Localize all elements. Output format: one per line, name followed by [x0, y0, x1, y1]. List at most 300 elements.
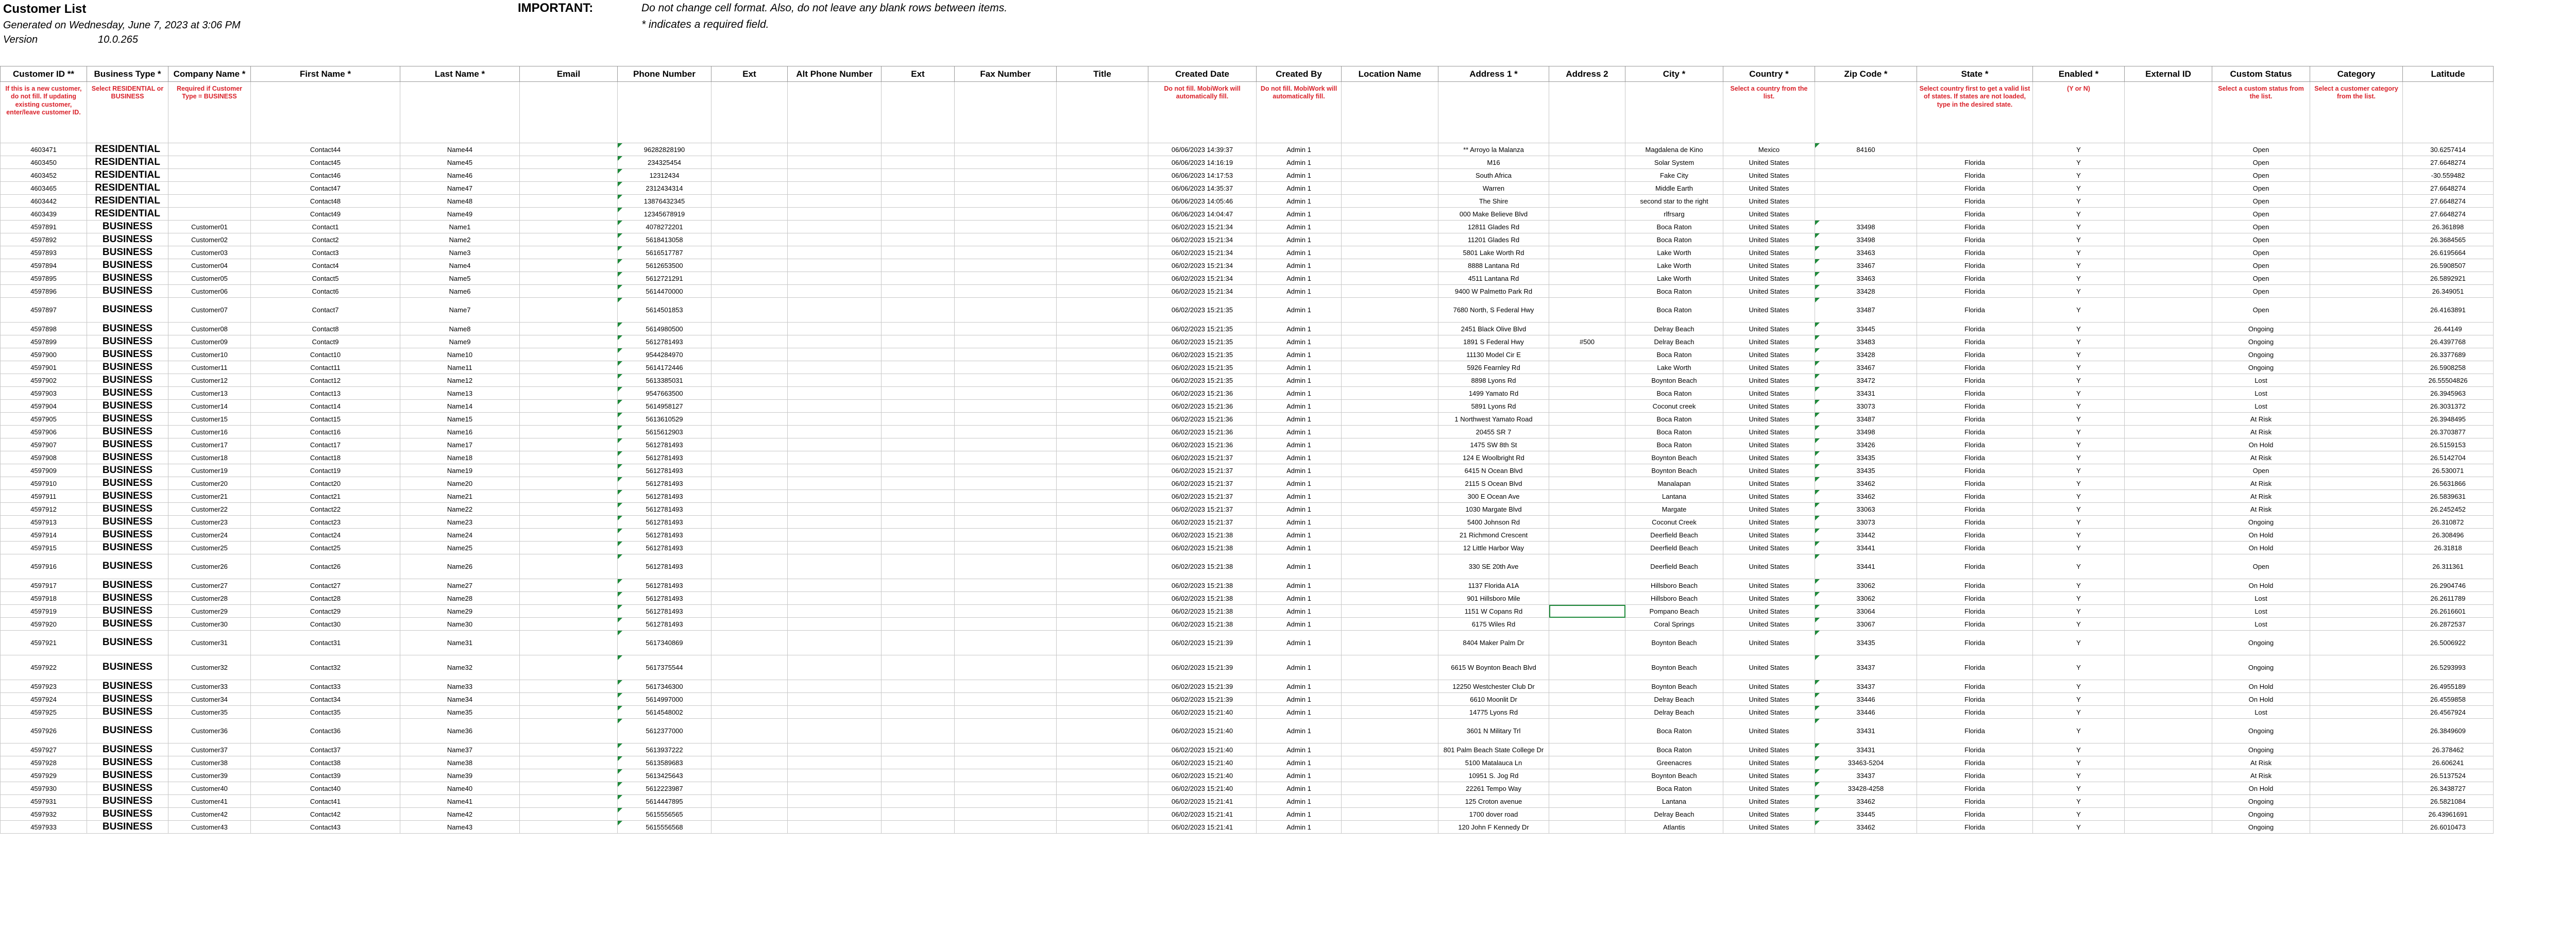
- cell-email[interactable]: [520, 618, 618, 631]
- cell-created-by[interactable]: Admin 1: [1257, 655, 1342, 680]
- cell-company-name[interactable]: Customer02: [168, 233, 251, 246]
- cell-external-id[interactable]: [2125, 438, 2212, 451]
- cell-created-by[interactable]: Admin 1: [1257, 387, 1342, 400]
- cell-title[interactable]: [1057, 782, 1148, 795]
- cell-category[interactable]: [2310, 438, 2403, 451]
- cell-created-date[interactable]: 06/02/2023 15:21:34: [1148, 233, 1257, 246]
- cell-fax-number[interactable]: [955, 554, 1057, 579]
- cell-first-name[interactable]: Contact15: [251, 413, 400, 426]
- cell-customer-id[interactable]: 4597907: [1, 438, 87, 451]
- cell-business-type[interactable]: BUSINESS: [87, 490, 168, 503]
- cell-email[interactable]: [520, 821, 618, 834]
- cell-latitude[interactable]: 26.5908258: [2403, 361, 2494, 374]
- cell-city[interactable]: Delray Beach: [1625, 706, 1723, 719]
- cell-country[interactable]: United States: [1723, 233, 1815, 246]
- cell-address-2[interactable]: [1549, 503, 1625, 516]
- cell-title[interactable]: [1057, 426, 1148, 438]
- cell-last-name[interactable]: Name25: [400, 542, 520, 554]
- cell-ext[interactable]: [711, 156, 788, 169]
- cell-first-name[interactable]: Contact41: [251, 795, 400, 808]
- cell-business-type[interactable]: BUSINESS: [87, 233, 168, 246]
- cell-latitude[interactable]: 26.5839631: [2403, 490, 2494, 503]
- cell-enabled[interactable]: Y: [2033, 503, 2125, 516]
- cell-last-name[interactable]: Name28: [400, 592, 520, 605]
- cell-alt-phone-number[interactable]: [788, 579, 882, 592]
- cell-state[interactable]: Florida: [1917, 335, 2033, 348]
- cell-email[interactable]: [520, 285, 618, 298]
- cell-latitude[interactable]: 26.2616601: [2403, 605, 2494, 618]
- cell-email[interactable]: [520, 605, 618, 618]
- cell-phone-number[interactable]: 5614548002: [618, 706, 711, 719]
- cell-enabled[interactable]: Y: [2033, 169, 2125, 182]
- cell-country[interactable]: United States: [1723, 298, 1815, 323]
- cell-address-2[interactable]: [1549, 438, 1625, 451]
- cell-external-id[interactable]: [2125, 182, 2212, 195]
- cell-enabled[interactable]: Y: [2033, 143, 2125, 156]
- cell-fax-number[interactable]: [955, 769, 1057, 782]
- cell-alt-phone-number[interactable]: [788, 285, 882, 298]
- cell-custom-status[interactable]: Lost: [2212, 387, 2310, 400]
- cell-fax-number[interactable]: [955, 259, 1057, 272]
- cell-category[interactable]: [2310, 756, 2403, 769]
- cell-created-date[interactable]: 06/02/2023 15:21:40: [1148, 756, 1257, 769]
- cell-latitude[interactable]: 26.3684565: [2403, 233, 2494, 246]
- cell-phone-number[interactable]: 5612781493: [618, 516, 711, 529]
- cell-state[interactable]: Florida: [1917, 426, 2033, 438]
- cell-city[interactable]: Middle Earth: [1625, 182, 1723, 195]
- cell-city[interactable]: Lake Worth: [1625, 361, 1723, 374]
- cell-state[interactable]: Florida: [1917, 272, 2033, 285]
- cell-email[interactable]: [520, 221, 618, 233]
- cell-company-name[interactable]: Customer30: [168, 618, 251, 631]
- cell-ext[interactable]: [711, 374, 788, 387]
- cell-email[interactable]: [520, 323, 618, 335]
- cell-custom-status[interactable]: On Hold: [2212, 529, 2310, 542]
- cell-location-name[interactable]: [1342, 542, 1438, 554]
- cell-alt-phone-number[interactable]: [788, 298, 882, 323]
- cell-location-name[interactable]: [1342, 693, 1438, 706]
- cell-custom-status[interactable]: Ongoing: [2212, 516, 2310, 529]
- column-header-customer-id[interactable]: Customer ID **: [1, 66, 87, 82]
- cell-phone-number[interactable]: 5612781493: [618, 464, 711, 477]
- cell-created-date[interactable]: 06/06/2023 14:05:46: [1148, 195, 1257, 208]
- cell-city[interactable]: second star to the right: [1625, 195, 1723, 208]
- cell-custom-status[interactable]: At Risk: [2212, 451, 2310, 464]
- cell-custom-status[interactable]: Open: [2212, 246, 2310, 259]
- cell-state[interactable]: Florida: [1917, 808, 2033, 821]
- cell-country[interactable]: United States: [1723, 221, 1815, 233]
- cell-alt-ext[interactable]: [882, 655, 955, 680]
- cell-last-name[interactable]: Name13: [400, 387, 520, 400]
- cell-zip-code[interactable]: 33446: [1815, 706, 1917, 719]
- cell-country[interactable]: United States: [1723, 782, 1815, 795]
- cell-location-name[interactable]: [1342, 769, 1438, 782]
- cell-alt-ext[interactable]: [882, 477, 955, 490]
- cell-last-name[interactable]: Name26: [400, 554, 520, 579]
- cell-address-2[interactable]: [1549, 477, 1625, 490]
- cell-alt-phone-number[interactable]: [788, 451, 882, 464]
- cell-alt-phone-number[interactable]: [788, 323, 882, 335]
- cell-zip-code[interactable]: 33062: [1815, 592, 1917, 605]
- cell-alt-phone-number[interactable]: [788, 272, 882, 285]
- cell-address-2[interactable]: [1549, 182, 1625, 195]
- cell-location-name[interactable]: [1342, 374, 1438, 387]
- cell-title[interactable]: [1057, 719, 1148, 743]
- cell-city[interactable]: Coral Springs: [1625, 618, 1723, 631]
- cell-state[interactable]: Florida: [1917, 592, 2033, 605]
- cell-customer-id[interactable]: 4597892: [1, 233, 87, 246]
- cell-alt-phone-number[interactable]: [788, 477, 882, 490]
- cell-last-name[interactable]: Name12: [400, 374, 520, 387]
- cell-category[interactable]: [2310, 821, 2403, 834]
- cell-title[interactable]: [1057, 169, 1148, 182]
- cell-location-name[interactable]: [1342, 348, 1438, 361]
- cell-title[interactable]: [1057, 259, 1148, 272]
- cell-location-name[interactable]: [1342, 782, 1438, 795]
- cell-address-1[interactable]: 801 Palm Beach State College Dr: [1438, 743, 1549, 756]
- cell-first-name[interactable]: Contact34: [251, 693, 400, 706]
- cell-location-name[interactable]: [1342, 618, 1438, 631]
- cell-ext[interactable]: [711, 272, 788, 285]
- cell-zip-code[interactable]: 33463: [1815, 272, 1917, 285]
- cell-first-name[interactable]: Contact2: [251, 233, 400, 246]
- cell-external-id[interactable]: [2125, 719, 2212, 743]
- cell-email[interactable]: [520, 143, 618, 156]
- cell-business-type[interactable]: BUSINESS: [87, 782, 168, 795]
- cell-city[interactable]: Lake Worth: [1625, 246, 1723, 259]
- cell-custom-status[interactable]: Open: [2212, 169, 2310, 182]
- cell-business-type[interactable]: BUSINESS: [87, 335, 168, 348]
- cell-customer-id[interactable]: 4597900: [1, 348, 87, 361]
- cell-enabled[interactable]: Y: [2033, 233, 2125, 246]
- cell-address-1[interactable]: Warren: [1438, 182, 1549, 195]
- cell-business-type[interactable]: BUSINESS: [87, 554, 168, 579]
- cell-country[interactable]: United States: [1723, 719, 1815, 743]
- cell-country[interactable]: United States: [1723, 743, 1815, 756]
- cell-address-1[interactable]: 901 Hillsboro Mile: [1438, 592, 1549, 605]
- column-header-email[interactable]: Email: [520, 66, 618, 82]
- cell-phone-number[interactable]: 5612781493: [618, 438, 711, 451]
- cell-ext[interactable]: [711, 516, 788, 529]
- cell-address-2[interactable]: [1549, 464, 1625, 477]
- cell-fax-number[interactable]: [955, 719, 1057, 743]
- cell-company-name[interactable]: Customer42: [168, 808, 251, 821]
- cell-company-name[interactable]: Customer07: [168, 298, 251, 323]
- cell-zip-code[interactable]: [1815, 208, 1917, 221]
- cell-last-name[interactable]: Name15: [400, 413, 520, 426]
- cell-city[interactable]: Atlantis: [1625, 821, 1723, 834]
- cell-first-name[interactable]: Contact37: [251, 743, 400, 756]
- cell-enabled[interactable]: Y: [2033, 680, 2125, 693]
- cell-company-name[interactable]: Customer26: [168, 554, 251, 579]
- cell-enabled[interactable]: Y: [2033, 542, 2125, 554]
- cell-state[interactable]: Florida: [1917, 795, 2033, 808]
- cell-created-by[interactable]: Admin 1: [1257, 592, 1342, 605]
- cell-country[interactable]: United States: [1723, 693, 1815, 706]
- cell-latitude[interactable]: 26.3377689: [2403, 348, 2494, 361]
- cell-company-name[interactable]: Customer35: [168, 706, 251, 719]
- cell-external-id[interactable]: [2125, 464, 2212, 477]
- cell-alt-phone-number[interactable]: [788, 169, 882, 182]
- cell-enabled[interactable]: Y: [2033, 490, 2125, 503]
- cell-category[interactable]: [2310, 285, 2403, 298]
- cell-external-id[interactable]: [2125, 782, 2212, 795]
- cell-last-name[interactable]: Name7: [400, 298, 520, 323]
- cell-fax-number[interactable]: [955, 298, 1057, 323]
- cell-custom-status[interactable]: Open: [2212, 272, 2310, 285]
- cell-zip-code[interactable]: [1815, 195, 1917, 208]
- cell-zip-code[interactable]: 33498: [1815, 221, 1917, 233]
- cell-alt-ext[interactable]: [882, 182, 955, 195]
- cell-ext[interactable]: [711, 413, 788, 426]
- cell-address-2[interactable]: [1549, 143, 1625, 156]
- cell-custom-status[interactable]: Lost: [2212, 374, 2310, 387]
- cell-customer-id[interactable]: 4597894: [1, 259, 87, 272]
- cell-external-id[interactable]: [2125, 808, 2212, 821]
- cell-alt-phone-number[interactable]: [788, 605, 882, 618]
- cell-state[interactable]: Florida: [1917, 529, 2033, 542]
- cell-fax-number[interactable]: [955, 438, 1057, 451]
- cell-alt-ext[interactable]: [882, 680, 955, 693]
- cell-external-id[interactable]: [2125, 156, 2212, 169]
- cell-state[interactable]: Florida: [1917, 374, 2033, 387]
- cell-last-name[interactable]: Name24: [400, 529, 520, 542]
- cell-phone-number[interactable]: 5612781493: [618, 477, 711, 490]
- cell-state[interactable]: Florida: [1917, 451, 2033, 464]
- cell-business-type[interactable]: BUSINESS: [87, 259, 168, 272]
- cell-city[interactable]: Delray Beach: [1625, 335, 1723, 348]
- cell-customer-id[interactable]: 4597914: [1, 529, 87, 542]
- cell-alt-ext[interactable]: [882, 782, 955, 795]
- cell-alt-ext[interactable]: [882, 821, 955, 834]
- cell-zip-code[interactable]: 33462: [1815, 477, 1917, 490]
- cell-email[interactable]: [520, 195, 618, 208]
- cell-external-id[interactable]: [2125, 208, 2212, 221]
- cell-phone-number[interactable]: 5614501853: [618, 298, 711, 323]
- column-header-last-name[interactable]: Last Name *: [400, 66, 520, 82]
- cell-location-name[interactable]: [1342, 503, 1438, 516]
- cell-phone-number[interactable]: 5612781493: [618, 335, 711, 348]
- cell-fax-number[interactable]: [955, 233, 1057, 246]
- cell-ext[interactable]: [711, 323, 788, 335]
- cell-created-by[interactable]: Admin 1: [1257, 400, 1342, 413]
- cell-business-type[interactable]: BUSINESS: [87, 719, 168, 743]
- cell-state[interactable]: [1917, 143, 2033, 156]
- cell-country[interactable]: United States: [1723, 323, 1815, 335]
- cell-customer-id[interactable]: 4597928: [1, 756, 87, 769]
- cell-latitude[interactable]: 26.349051: [2403, 285, 2494, 298]
- cell-state[interactable]: Florida: [1917, 464, 2033, 477]
- cell-external-id[interactable]: [2125, 323, 2212, 335]
- cell-zip-code[interactable]: 33463: [1815, 246, 1917, 259]
- cell-state[interactable]: Florida: [1917, 195, 2033, 208]
- cell-created-by[interactable]: Admin 1: [1257, 782, 1342, 795]
- cell-enabled[interactable]: Y: [2033, 821, 2125, 834]
- cell-phone-number[interactable]: 5617375544: [618, 655, 711, 680]
- cell-fax-number[interactable]: [955, 529, 1057, 542]
- cell-title[interactable]: [1057, 516, 1148, 529]
- cell-alt-phone-number[interactable]: [788, 821, 882, 834]
- cell-first-name[interactable]: Contact35: [251, 706, 400, 719]
- cell-fax-number[interactable]: [955, 631, 1057, 655]
- cell-ext[interactable]: [711, 361, 788, 374]
- cell-country[interactable]: United States: [1723, 426, 1815, 438]
- cell-email[interactable]: [520, 298, 618, 323]
- cell-title[interactable]: [1057, 821, 1148, 834]
- cell-latitude[interactable]: 26.3438727: [2403, 782, 2494, 795]
- cell-company-name[interactable]: Customer25: [168, 542, 251, 554]
- cell-location-name[interactable]: [1342, 143, 1438, 156]
- cell-ext[interactable]: [711, 259, 788, 272]
- cell-city[interactable]: Boynton Beach: [1625, 769, 1723, 782]
- cell-title[interactable]: [1057, 631, 1148, 655]
- cell-enabled[interactable]: Y: [2033, 477, 2125, 490]
- cell-phone-number[interactable]: 9544284970: [618, 348, 711, 361]
- cell-email[interactable]: [520, 156, 618, 169]
- cell-location-name[interactable]: [1342, 335, 1438, 348]
- cell-country[interactable]: United States: [1723, 618, 1815, 631]
- cell-address-2[interactable]: [1549, 323, 1625, 335]
- cell-state[interactable]: Florida: [1917, 298, 2033, 323]
- cell-customer-id[interactable]: 4597919: [1, 605, 87, 618]
- cell-custom-status[interactable]: Lost: [2212, 618, 2310, 631]
- cell-enabled[interactable]: Y: [2033, 529, 2125, 542]
- cell-category[interactable]: [2310, 259, 2403, 272]
- cell-zip-code[interactable]: 33487: [1815, 298, 1917, 323]
- cell-alt-phone-number[interactable]: [788, 795, 882, 808]
- cell-location-name[interactable]: [1342, 592, 1438, 605]
- cell-city[interactable]: Greenacres: [1625, 756, 1723, 769]
- cell-category[interactable]: [2310, 579, 2403, 592]
- cell-alt-ext[interactable]: [882, 693, 955, 706]
- cell-location-name[interactable]: [1342, 554, 1438, 579]
- cell-last-name[interactable]: Name4: [400, 259, 520, 272]
- cell-last-name[interactable]: Name10: [400, 348, 520, 361]
- cell-business-type[interactable]: BUSINESS: [87, 529, 168, 542]
- cell-ext[interactable]: [711, 143, 788, 156]
- cell-email[interactable]: [520, 246, 618, 259]
- cell-zip-code[interactable]: 33426: [1815, 438, 1917, 451]
- cell-last-name[interactable]: Name22: [400, 503, 520, 516]
- cell-company-name[interactable]: Customer32: [168, 655, 251, 680]
- cell-title[interactable]: [1057, 605, 1148, 618]
- cell-location-name[interactable]: [1342, 298, 1438, 323]
- cell-customer-id[interactable]: 4597922: [1, 655, 87, 680]
- column-header-first-name[interactable]: First Name *: [251, 66, 400, 82]
- cell-last-name[interactable]: Name38: [400, 756, 520, 769]
- instruction-latitude[interactable]: [2403, 82, 2494, 143]
- cell-ext[interactable]: [711, 503, 788, 516]
- cell-state[interactable]: Florida: [1917, 221, 2033, 233]
- cell-last-name[interactable]: Name37: [400, 743, 520, 756]
- cell-customer-id[interactable]: 4597908: [1, 451, 87, 464]
- cell-title[interactable]: [1057, 706, 1148, 719]
- cell-fax-number[interactable]: [955, 323, 1057, 335]
- cell-latitude[interactable]: 27.6648274: [2403, 182, 2494, 195]
- cell-address-1[interactable]: 1499 Yamato Rd: [1438, 387, 1549, 400]
- cell-enabled[interactable]: Y: [2033, 769, 2125, 782]
- cell-address-2[interactable]: [1549, 169, 1625, 182]
- cell-business-type[interactable]: BUSINESS: [87, 298, 168, 323]
- cell-latitude[interactable]: 26.5142704: [2403, 451, 2494, 464]
- cell-city[interactable]: Boca Raton: [1625, 285, 1723, 298]
- cell-customer-id[interactable]: 4597924: [1, 693, 87, 706]
- cell-address-1[interactable]: 125 Croton avenue: [1438, 795, 1549, 808]
- cell-enabled[interactable]: Y: [2033, 298, 2125, 323]
- cell-enabled[interactable]: Y: [2033, 605, 2125, 618]
- cell-last-name[interactable]: Name6: [400, 285, 520, 298]
- cell-address-2[interactable]: [1549, 426, 1625, 438]
- cell-alt-phone-number[interactable]: [788, 618, 882, 631]
- cell-location-name[interactable]: [1342, 272, 1438, 285]
- cell-fax-number[interactable]: [955, 756, 1057, 769]
- instruction-first-name[interactable]: [251, 82, 400, 143]
- cell-last-name[interactable]: Name19: [400, 464, 520, 477]
- cell-alt-ext[interactable]: [882, 579, 955, 592]
- cell-title[interactable]: [1057, 579, 1148, 592]
- cell-created-by[interactable]: Admin 1: [1257, 246, 1342, 259]
- cell-state[interactable]: Florida: [1917, 490, 2033, 503]
- cell-customer-id[interactable]: 4597902: [1, 374, 87, 387]
- cell-custom-status[interactable]: Open: [2212, 221, 2310, 233]
- cell-customer-id[interactable]: 4597899: [1, 335, 87, 348]
- cell-zip-code[interactable]: 33441: [1815, 554, 1917, 579]
- cell-category[interactable]: [2310, 631, 2403, 655]
- cell-latitude[interactable]: 26.378462: [2403, 743, 2494, 756]
- cell-created-date[interactable]: 06/02/2023 15:21:38: [1148, 592, 1257, 605]
- cell-fax-number[interactable]: [955, 272, 1057, 285]
- cell-zip-code[interactable]: 84160: [1815, 143, 1917, 156]
- cell-address-2[interactable]: [1549, 706, 1625, 719]
- cell-state[interactable]: Florida: [1917, 413, 2033, 426]
- cell-location-name[interactable]: [1342, 233, 1438, 246]
- cell-last-name[interactable]: Name49: [400, 208, 520, 221]
- cell-last-name[interactable]: Name39: [400, 769, 520, 782]
- cell-latitude[interactable]: 26.3031372: [2403, 400, 2494, 413]
- cell-ext[interactable]: [711, 693, 788, 706]
- cell-zip-code[interactable]: 33437: [1815, 769, 1917, 782]
- cell-title[interactable]: [1057, 195, 1148, 208]
- cell-customer-id[interactable]: 4597927: [1, 743, 87, 756]
- cell-first-name[interactable]: Contact7: [251, 298, 400, 323]
- cell-custom-status[interactable]: Open: [2212, 285, 2310, 298]
- cell-created-date[interactable]: 06/02/2023 15:21:39: [1148, 693, 1257, 706]
- cell-custom-status[interactable]: Open: [2212, 143, 2310, 156]
- cell-created-date[interactable]: 06/02/2023 15:21:34: [1148, 272, 1257, 285]
- cell-state[interactable]: Florida: [1917, 233, 2033, 246]
- cell-custom-status[interactable]: On Hold: [2212, 693, 2310, 706]
- cell-fax-number[interactable]: [955, 693, 1057, 706]
- column-header-custom-status[interactable]: Custom Status: [2212, 66, 2310, 82]
- cell-created-by[interactable]: Admin 1: [1257, 169, 1342, 182]
- cell-title[interactable]: [1057, 808, 1148, 821]
- cell-created-by[interactable]: Admin 1: [1257, 693, 1342, 706]
- cell-first-name[interactable]: Contact28: [251, 592, 400, 605]
- cell-state[interactable]: Florida: [1917, 323, 2033, 335]
- cell-email[interactable]: [520, 169, 618, 182]
- cell-state[interactable]: Florida: [1917, 285, 2033, 298]
- cell-country[interactable]: United States: [1723, 706, 1815, 719]
- cell-address-1[interactable]: 2115 S Ocean Blvd: [1438, 477, 1549, 490]
- cell-company-name[interactable]: Customer37: [168, 743, 251, 756]
- cell-email[interactable]: [520, 655, 618, 680]
- cell-enabled[interactable]: Y: [2033, 719, 2125, 743]
- cell-zip-code[interactable]: 33462: [1815, 490, 1917, 503]
- cell-title[interactable]: [1057, 285, 1148, 298]
- cell-country[interactable]: United States: [1723, 413, 1815, 426]
- cell-custom-status[interactable]: At Risk: [2212, 477, 2310, 490]
- cell-fax-number[interactable]: [955, 169, 1057, 182]
